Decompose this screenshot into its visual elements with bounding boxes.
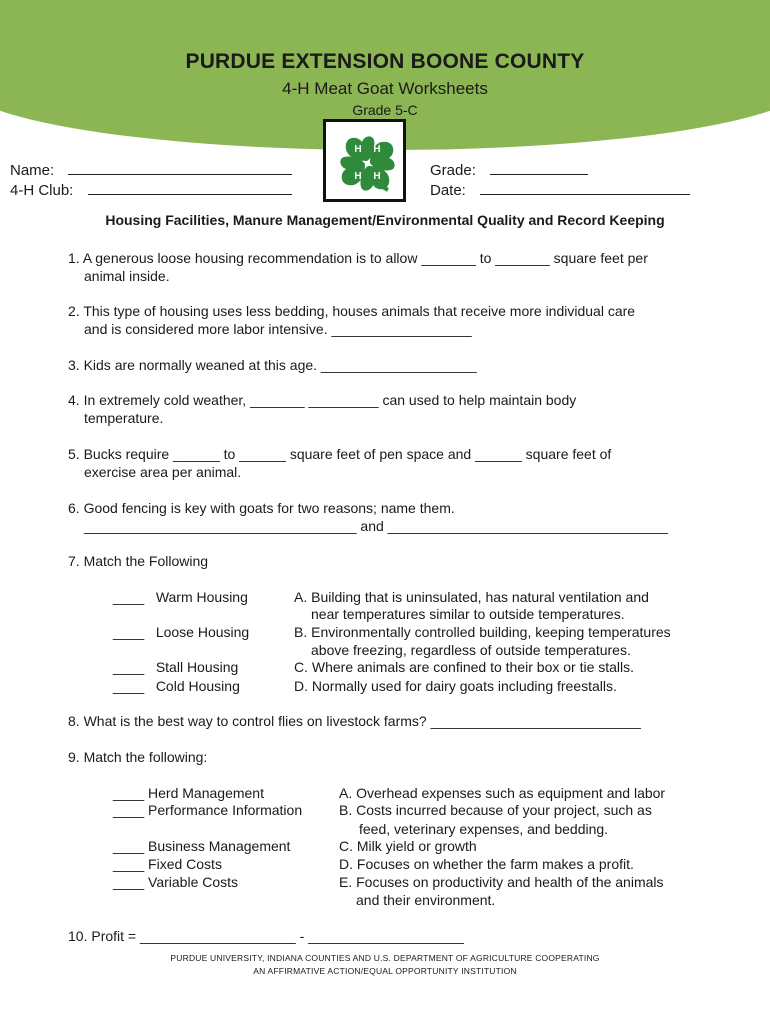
match7-def: A. Building that is uninsulated, has natural ventilation and bbox=[294, 589, 649, 605]
svg-text:H: H bbox=[354, 144, 362, 155]
grade-line[interactable] bbox=[490, 160, 588, 175]
match7-def: C. Where animals are confined to their box or tie stalls. bbox=[294, 659, 635, 675]
match9-term: ____ Fixed Costs bbox=[113, 856, 222, 872]
match7-def: D. Normally used for dairy goats including freestalls. bbox=[294, 678, 617, 694]
match9-def: C. Milk yield or growth bbox=[339, 838, 477, 854]
question-10: 10. Profit = ____________________ - ____________________ bbox=[68, 928, 464, 944]
match9-def: D. Focuses on whether the farm makes a profit. bbox=[339, 856, 634, 872]
club-field[interactable] bbox=[10, 180, 292, 199]
question-8: 8. What is the best way to control flies on livestock farms? ___________________________ bbox=[68, 713, 641, 729]
match7-def-cont: above freezing, regardless of outside temperatures. bbox=[311, 642, 631, 658]
match9-term: ____ Performance Information bbox=[113, 802, 303, 818]
4h-clover-logo bbox=[323, 119, 406, 202]
date-field[interactable] bbox=[430, 180, 690, 199]
match9-term: ____ Variable Costs bbox=[113, 874, 239, 890]
match7-term: ____ Stall Housing bbox=[113, 659, 239, 675]
grade-field[interactable] bbox=[430, 160, 588, 179]
match7-def: B. Environmentally controlled building, keeping temperatures bbox=[294, 624, 671, 640]
svg-text:H: H bbox=[373, 144, 381, 155]
match7-def-cont: near temperatures similar to outside temperatures. bbox=[311, 606, 625, 622]
grade-label: Grade: bbox=[430, 162, 476, 179]
club-label: 4-H Club: bbox=[10, 182, 74, 199]
grade-level: Grade 5-C bbox=[352, 102, 418, 118]
question-7: 7. Match the Following bbox=[68, 553, 209, 569]
match7-term: ____ Loose Housing bbox=[113, 624, 250, 640]
question-4: 4. In extremely cold weather, _______ _________ can used to help maintain body bbox=[68, 392, 577, 408]
question-6: 6. Good fencing is key with goats for two reasons; name them. bbox=[68, 500, 455, 516]
club-line[interactable] bbox=[88, 180, 292, 195]
question-1: 1. A generous loose housing recommendation is to allow _______ to _______ square feet per bbox=[68, 250, 648, 266]
svg-text:H: H bbox=[354, 171, 362, 182]
match9-def: B. Costs incurred because of your project, such as bbox=[339, 802, 652, 818]
name-line[interactable] bbox=[68, 160, 292, 175]
page-title: PURDUE EXTENSION BOONE COUNTY bbox=[185, 50, 585, 73]
match9-def: A. Overhead expenses such as equipment and labor bbox=[339, 785, 666, 801]
question-9: 9. Match the following: bbox=[68, 749, 208, 765]
match9-def: E. Focuses on productivity and health of the animals bbox=[339, 874, 664, 890]
match7-term: ____ Cold Housing bbox=[113, 678, 240, 694]
question-4-cont: temperature. bbox=[84, 410, 164, 426]
date-label: Date: bbox=[430, 182, 466, 199]
date-line[interactable] bbox=[480, 180, 690, 195]
match9-term: ____ Herd Management bbox=[113, 785, 264, 801]
svg-text:H: H bbox=[373, 171, 381, 182]
section-title: Housing Facilities, Manure Management/Environmental Quality and Record Keeping bbox=[105, 212, 665, 228]
question-1-cont: animal inside. bbox=[84, 268, 170, 284]
match9-term: ____ Business Management bbox=[113, 838, 291, 854]
match9-def-cont: and their environment. bbox=[356, 892, 496, 908]
question-5-cont: exercise area per animal. bbox=[84, 464, 242, 480]
footer-line-1: PURDUE UNIVERSITY, INDIANA COUNTIES AND U.S. DEPARTMENT OF AGRICULTURE COOPERATING bbox=[170, 953, 600, 963]
question-2-cont: and is considered more labor intensive. __________________ bbox=[84, 321, 472, 337]
name-label: Name: bbox=[10, 162, 55, 179]
question-5: 5. Bucks require ______ to ______ square feet of pen space and ______ square feet of bbox=[68, 446, 612, 462]
match7-term: ____ Warm Housing bbox=[113, 589, 248, 605]
name-field[interactable] bbox=[10, 160, 292, 179]
question-3: 3. Kids are normally weaned at this age. ____________________ bbox=[68, 357, 477, 373]
footer-line-2: AN AFFIRMATIVE ACTION/EQUAL OPPORTUNITY INSTITUTION bbox=[253, 966, 517, 976]
worksheet-subtitle: 4-H Meat Goat Worksheets bbox=[282, 79, 488, 98]
question-2: 2. This type of housing uses less bedding, houses animals that receive more individual care bbox=[68, 303, 636, 319]
match9-def-cont: feed, veterinary expenses, and bedding. bbox=[359, 821, 609, 837]
question-6-answer-lines: ___________________________________ and ____________________________________ bbox=[84, 518, 668, 534]
